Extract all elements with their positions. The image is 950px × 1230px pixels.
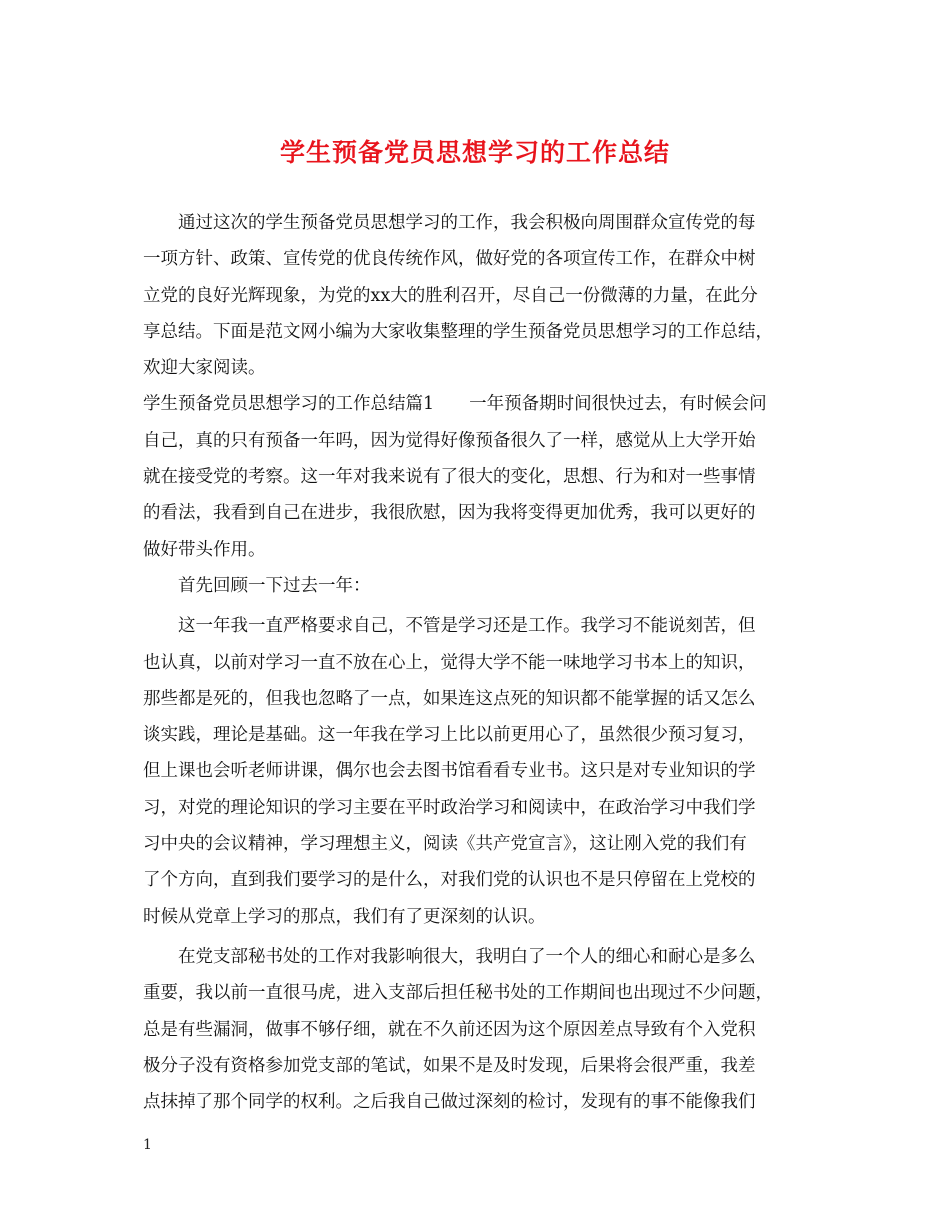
text-line: 了个方向，直到我们要学习的是什么，对我们党的认识也不是只停留在上党校的 bbox=[143, 870, 756, 891]
document-body bbox=[143, 205, 823, 1120]
text-line: 享总结。下面是范文网小编为大家收集整理的学生预备党员思想学习的工作总结， bbox=[143, 321, 773, 342]
text-line: 通过这次的学生预备党员思想学习的工作，我会积极向周围群众宣传党的每 bbox=[178, 213, 756, 233]
text-line: 时候从党章上学习的那点，我们有了更深刻的认识。 bbox=[143, 906, 546, 927]
paragraph bbox=[143, 205, 823, 386]
paragraph bbox=[143, 568, 823, 604]
text-line: 自己，真的只有预备一年吗，因为觉得好像预备很久了一样，感觉从上大学开始 bbox=[143, 430, 756, 451]
text-line: 一项方针、政策、宣传党的优良传统作风，做好党的各项宣传工作，在群众中树 bbox=[143, 249, 756, 270]
text-line: 谈实践，理论是基础。这一年我在学习上比以前更用心了，虽然很少预习复习， bbox=[143, 725, 756, 746]
text-line: 总是有些漏洞，做事不够仔细，就在不久前还因为这个原因差点导致有个入党积 bbox=[143, 1019, 756, 1040]
text-line: 但上课也会听老师讲课，偶尔也会去图书馆看看专业书。这只是对专业知识的学 bbox=[143, 761, 756, 782]
text-line: 在党支部秘书处的工作对我影响很大，我明白了一个人的细心和耐心是多么 bbox=[178, 946, 756, 967]
text-line: 也认真，以前对学习一直不放在心上，觉得大学不能一味地学习书本上的知识， bbox=[143, 652, 756, 673]
text-line: 极分子没有资格参加党支部的笔试，如果不是及时发现，后果将会很严重，我差 bbox=[143, 1055, 756, 1076]
text-line: 就在接受党的考察。这一年对我来说有了很大的变化，思想、行为和对一些事情 bbox=[143, 467, 756, 488]
text-line: 这一年我一直严格要求自己，不管是学习还是工作。我学习不能说刻苦，但 bbox=[178, 616, 756, 637]
text-line: 习，对党的理论知识的学习主要在平时政治学习和阅读中，在政治学习中我们学 bbox=[143, 797, 756, 818]
paragraph bbox=[143, 386, 823, 567]
text-line: 那些都是死的，但我也忽略了一点，如果连这点死的知识都不能掌握的话又怎么 bbox=[143, 688, 756, 709]
text-line: 欢迎大家阅读。 bbox=[143, 358, 266, 379]
text-line: 立党的良好光辉现象，为党的xx大的胜利召开，尽自己一份微薄的力量，在此分 bbox=[143, 285, 758, 306]
text-line: 做好带头作用。 bbox=[143, 539, 266, 560]
paragraph bbox=[143, 939, 823, 1120]
text-line: 重要，我以前一直很马虎，进入支部后担任秘书处的工作期间也出现过不少问题， bbox=[143, 983, 773, 1004]
text-line: 的看法，我看到自己在进步，我很欣慰，因为我将变得更加优秀，我可以更好的 bbox=[143, 503, 756, 524]
text-line: 点抹掉了那个同学的权利。之后我自己做过深刻的检讨，发现有的事不能像我们 bbox=[143, 1092, 756, 1113]
document-title: 学生预备党员思想学习的工作总结 bbox=[279, 138, 670, 167]
text-line: 学生预备党员思想学习的工作总结篇1 一年预备期时间很快过去，有时候会问 bbox=[143, 394, 767, 415]
paragraph bbox=[143, 608, 823, 935]
page-number: 1 bbox=[143, 1137, 152, 1153]
text-line: 习中央的会议精神，学习理想主义，阅读《共产党宣言》，这让刚入党的我们有 bbox=[143, 834, 747, 855]
text-line: 首先回顾一下过去一年： bbox=[178, 575, 371, 596]
